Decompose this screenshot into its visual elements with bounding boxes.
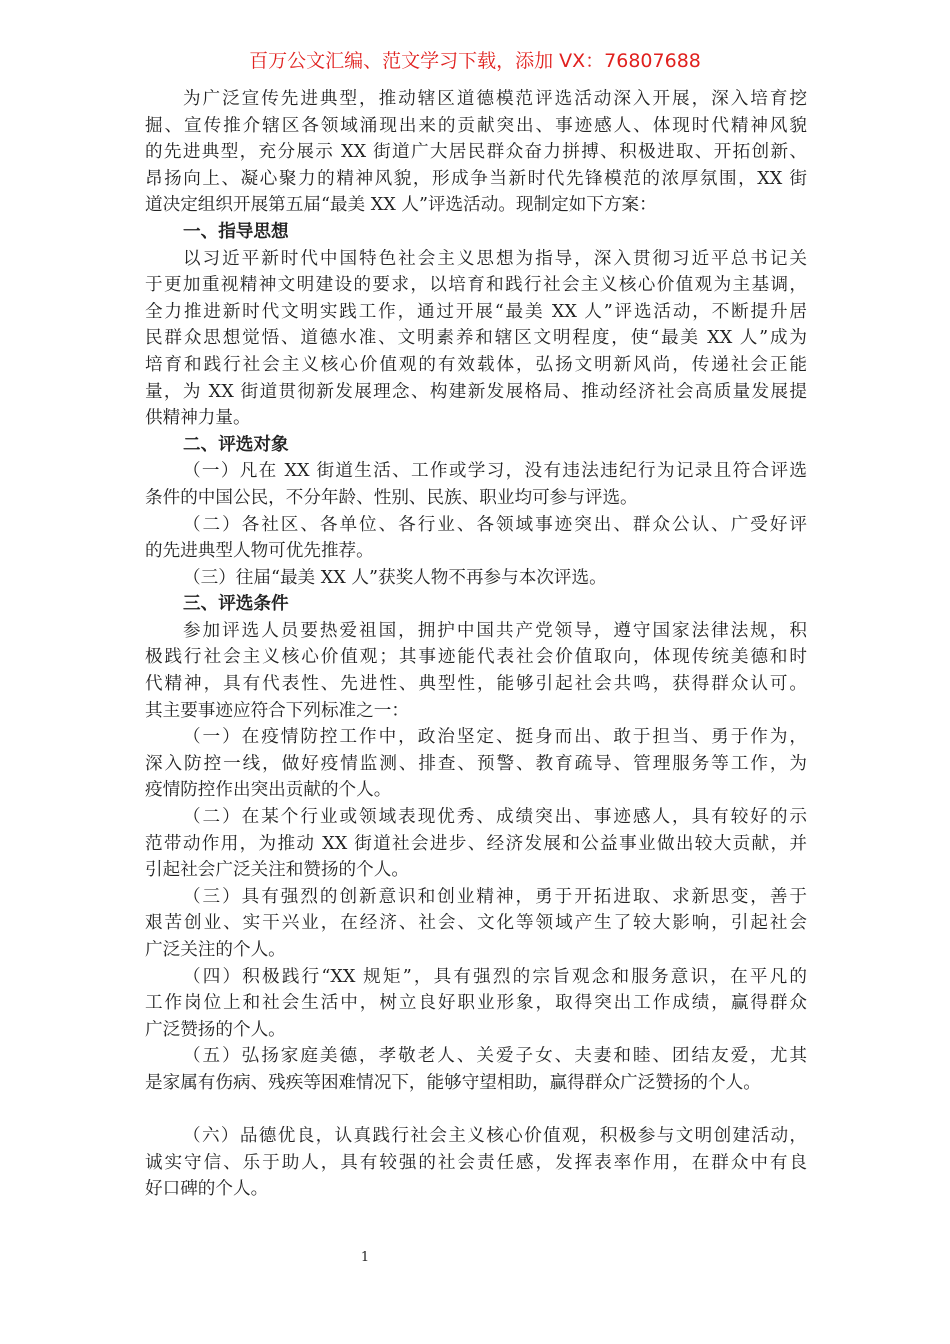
text-line: 疫情防控作出突出贡献的个人。 <box>145 780 392 801</box>
paragraph <box>145 458 807 511</box>
paragraph <box>145 964 807 1044</box>
text-line: 代精神，具有代表性、先进性、典型性，能够引起社会共鸣，获得群众认可。 <box>145 674 807 695</box>
paragraph <box>145 804 807 884</box>
text-line: 量，为 XX 街道贯彻新发展理念、构建新发展格局、推动经济社会高质量发展提 <box>145 381 807 402</box>
text-line: （三）具有强烈的创新意识和创业精神，勇于开拓进取、求新思变，善于 <box>183 886 807 907</box>
text-line: （二）在某个行业或领域表现优秀、成绩突出、事迹感人，具有较好的示 <box>183 807 807 828</box>
text-line: 道决定组织开展第五届“最美 XX 人”评选活动。现制定如下方案： <box>145 195 657 216</box>
text-line: 引起社会广泛关注和赞扬的个人。 <box>145 860 409 881</box>
section-heading <box>145 219 807 246</box>
paragraph <box>145 86 807 219</box>
text-line: 参加评选人员要热爱祖国，拥护中国共产党领导，遵守国家法律法规，积 <box>183 620 807 641</box>
text-line: 以习近平新时代中国特色社会主义思想为指导，深入贯彻习近平总书记关 <box>183 248 807 269</box>
text-line: （一）凡在 XX 街道生活、工作或学习，没有违法违纪行为记录且符合评选 <box>183 461 807 482</box>
text-line: 于更加重视精神文明建设的要求，以培育和践行社会主义核心价值观为主基调， <box>145 275 807 296</box>
text-line: 民群众思想觉悟、道德水准、文明素养和辖区文明程度，使“最美 XX 人”成为 <box>145 328 807 349</box>
text-line: 昂扬向上、凝心聚力的精神风貌，形成争当新时代先锋模范的浓厚氛围，XX 街 <box>145 168 807 189</box>
text-line: 其主要事迹应符合下列标准之一： <box>145 700 409 721</box>
text-line: 的先进典型，充分展示 XX 街道广大居民群众奋力拼搏、积极进取、开拓创新、 <box>145 142 807 163</box>
paragraph <box>145 512 807 565</box>
text-line: 供精神力量。 <box>145 408 251 429</box>
paragraph <box>145 1043 807 1096</box>
text-line: 广泛关注的个人。 <box>145 940 286 960</box>
text-line: 是家属有伤病、残疾等困难情况下，能够守望相助，赢得群众广泛赞扬的个人。 <box>145 1072 761 1093</box>
text-line: 广泛赞扬的个人。 <box>145 1019 286 1040</box>
paragraph <box>145 1123 807 1203</box>
text-line: 掘、宣传推介辖区各领域涌现出来的贡献突出、事迹感人、体现时代精神风貌 <box>145 115 807 136</box>
text-line: 极践行社会主义核心价值观；其事迹能代表社会价值取向，体现传统美德和时 <box>145 647 807 668</box>
text-line: 深入防控一线，做好疫情监测、排查、预警、教育疏导、管理服务等工作，为 <box>145 753 807 774</box>
section-heading <box>145 591 807 618</box>
paragraph <box>145 246 807 432</box>
paragraph <box>145 618 807 724</box>
document-body <box>145 86 807 1203</box>
text-line: 诚实守信、乐于助人，具有较强的社会责任感，发挥表率作用，在群众中有良 <box>145 1152 807 1173</box>
text-line: （三）往届“最美 XX 人”获奖人物不再参与本次评选。 <box>183 567 607 588</box>
text-line: （五）弘扬家庭美德，孝敬老人、关爱子女、夫妻和睦、团结友爱，尤其 <box>183 1046 807 1067</box>
paragraph <box>145 884 807 964</box>
text-line: 三、评选条件 <box>183 594 289 615</box>
text-line: 的先进典型人物可优先推荐。 <box>145 541 374 562</box>
paragraph <box>145 565 807 592</box>
text-line: 艰苦创业、实干兴业，在经济、社会、文化等领域产生了较大影响，引起社会 <box>145 913 807 934</box>
text-line: 条件的中国公民，不分年龄、性别、民族、职业均可参与评选。 <box>145 487 638 508</box>
text-line: （四）积极践行“XX 规矩”，具有强烈的宗旨观念和服务意识，在平凡的 <box>183 966 807 987</box>
text-line: （六）品德优良，认真践行社会主义核心价值观，积极参与文明创建活动， <box>183 1126 807 1147</box>
text-line: 为广泛宣传先进典型，推动辖区道德模范评选活动深入开展，深入培育挖 <box>183 89 807 109</box>
text-line: 全力推进新时代文明实践工作，通过开展“最美 XX 人”评选活动，不断提升居 <box>145 301 807 322</box>
text-line: 范带动作用，为推动 XX 街道社会进步、经济发展和公益事业做出较大贡献，并 <box>145 833 807 854</box>
page-number: 1 <box>360 1250 370 1265</box>
blank-line <box>145 1097 807 1124</box>
text-line: 二、评选对象 <box>183 434 289 455</box>
text-line: （一）在疫情防控工作中，政治坚定、挺身而出、敢于担当、勇于作为， <box>183 727 807 748</box>
text-line: （二）各社区、各单位、各行业、各领域事迹突出、群众公认、广受好评 <box>183 514 807 535</box>
paragraph <box>145 724 807 804</box>
text-line: 工作岗位上和社会生活中，树立良好职业形象，取得突出工作成绩，赢得群众 <box>145 993 807 1014</box>
text-line: 培育和践行社会主义核心价值观的有效载体，弘扬文明新风尚，传递社会正能 <box>145 354 807 375</box>
section-heading <box>145 432 807 459</box>
text-line: 一、指导思想 <box>183 221 289 242</box>
text-line: 好口碑的个人。 <box>145 1179 269 1200</box>
watermark-header: 百万公文汇编、范文学习下载，添加 VX：76807688 <box>249 50 701 72</box>
